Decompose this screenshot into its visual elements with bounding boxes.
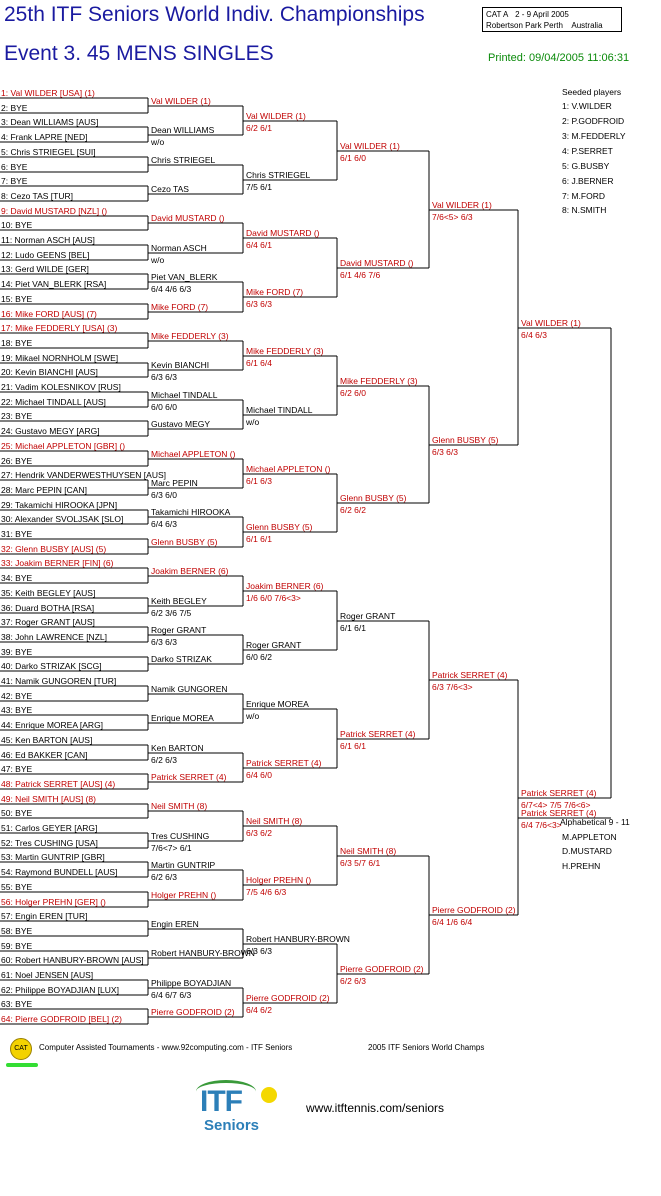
player-entry: 4: Frank LAPRE [NED] xyxy=(1,132,88,142)
player-entry: 1: Val WILDER [USA] (1) xyxy=(1,88,95,98)
player-entry: 25: Michael APPLETON [GBR] () xyxy=(1,441,126,451)
match-score: 6/4 6/7 6/3 xyxy=(151,990,192,1000)
winner-name: Michael APPLETON () xyxy=(246,464,331,474)
player-entry: 45: Ken BARTON [AUS] xyxy=(1,735,93,745)
match-score: 6/1 6/0 xyxy=(340,153,366,163)
player-entry: 32: Glenn BUSBY [AUS] (5) xyxy=(1,544,107,554)
winner-name: Patrick SERRET (4) xyxy=(432,670,508,680)
match-score: 6/3 6/3 xyxy=(246,946,272,956)
player-entry: 42: BYE xyxy=(1,691,33,701)
match-score: 6/1 6/4 xyxy=(246,358,272,368)
match-score: 6/2 6/2 xyxy=(340,505,366,515)
player-entry: 59: BYE xyxy=(1,941,33,951)
winner-name: Roger GRANT xyxy=(340,611,396,621)
dates: 2 - 9 April 2005 xyxy=(515,10,569,19)
player-entry: 49: Neil SMITH [AUS] (8) xyxy=(1,794,96,804)
seed-5: 5: G.BUSBY xyxy=(562,161,610,171)
player-entry: 52: Tres CUSHING [USA] xyxy=(1,838,98,848)
player-entry: 31: BYE xyxy=(1,529,33,539)
player-entry: 5: Chris STRIEGEL [SUI] xyxy=(1,147,96,157)
winner-name: Keith BEGLEY xyxy=(151,596,207,606)
match-score: w/o xyxy=(151,137,165,147)
winner-name: Philippe BOYADJIAN xyxy=(151,978,232,988)
player-entry: 41: Namik GUNGOREN [TUR] xyxy=(1,676,117,686)
winner-name: Namik GUNGOREN xyxy=(151,684,228,694)
player-entry: 10: BYE xyxy=(1,220,33,230)
match-score: 1/6 6/0 7/6<3> xyxy=(246,593,301,603)
player-entry: 43: BYE xyxy=(1,705,33,715)
winner-name: Pierre GODFROID (2) xyxy=(151,1007,235,1017)
match-score: 6/1 6/1 xyxy=(246,534,272,544)
winner-name: Chris STRIEGEL xyxy=(246,170,311,180)
itf-logo-sub: Seniors xyxy=(204,1117,260,1134)
player-entry: 54: Raymond BUNDELL [AUS] xyxy=(1,867,118,877)
player-entry: 63: BYE xyxy=(1,999,33,1009)
tennis-ball-icon xyxy=(261,1087,277,1103)
printed-timestamp: Printed: 09/04/2005 11:06:31 xyxy=(488,52,630,64)
winner-name: Pierre GODFROID (2) xyxy=(432,905,516,915)
player-entry: 17: Mike FEDDERLY [USA] (3) xyxy=(1,323,118,333)
match-score: 6/4 6/2 xyxy=(246,1005,272,1015)
player-entry: 20: Kevin BIANCHI [AUS] xyxy=(1,367,98,377)
match-score: 6/3 6/3 xyxy=(151,372,177,382)
player-entry: 57: Engin EREN [TUR] xyxy=(1,911,88,921)
player-entry: 40: Darko STRIZAK [SCG] xyxy=(1,661,102,671)
winner-name: Engin EREN xyxy=(151,919,199,929)
winner-name: Mike FORD (7) xyxy=(151,302,209,312)
player-entry: 30: Alexander SVOLJSAK [SLO] xyxy=(1,514,124,524)
match-score: 6/3 6/3 xyxy=(151,637,177,647)
winner-name: Gustavo MEGY xyxy=(151,419,211,429)
match-score: 6/1 4/6 7/6 xyxy=(340,270,381,280)
final-score: 6/4 7/6<3> xyxy=(521,820,562,830)
match-score: 6/1 6/1 xyxy=(340,741,366,751)
player-entry: 22: Michael TINDALL [AUS] xyxy=(1,397,106,407)
winner-name: Mike FORD (7) xyxy=(246,287,304,297)
match-score: 7/6<5> 6/3 xyxy=(432,212,473,222)
winner-name: Neil SMITH (8) xyxy=(246,816,303,826)
match-score: 6/0 6/2 xyxy=(246,652,272,662)
player-entry: 50: BYE xyxy=(1,808,33,818)
country: Australia xyxy=(571,21,603,30)
winner-name: Pierre GODFROID (2) xyxy=(340,964,424,974)
player-entry: 55: BYE xyxy=(1,882,33,892)
player-entry: 2: BYE xyxy=(1,103,28,113)
match-score: 7/5 6/1 xyxy=(246,182,272,192)
seed-3: 3: M.FEDDERLY xyxy=(562,131,626,141)
winner-name: Ken BARTON xyxy=(151,743,204,753)
winner-name: Patrick SERRET (4) xyxy=(246,758,322,768)
winner-name: Patrick SERRET (4) xyxy=(151,772,227,782)
player-entry: 14: Piet VAN_BLERK [RSA] xyxy=(1,279,107,289)
match-score: 6/0 6/0 xyxy=(151,402,177,412)
cat-credit: Computer Assisted Tournaments - www.92computing.com - ITF Seniors xyxy=(39,1043,293,1052)
player-entry: 18: BYE xyxy=(1,338,33,348)
player-entry: 64: Pierre GODFROID [BEL] (2) xyxy=(1,1014,122,1024)
player-entry: 15: BYE xyxy=(1,294,33,304)
match-score: 6/4 4/6 6/3 xyxy=(151,284,192,294)
player-entry: 27: Hendrik VANDERWESTHUYSEN [AUS] xyxy=(1,470,167,480)
winner-name: Marc PEPIN xyxy=(151,478,198,488)
player-entry: 46: Ed BAKKER [CAN] xyxy=(1,750,88,760)
match-score: 6/3 5/7 6/1 xyxy=(340,858,381,868)
winner-name: Dean WILLIAMS xyxy=(151,125,215,135)
player-entry: 21: Vadim KOLESNIKOV [RUS] xyxy=(1,382,121,392)
winner-name: Tres CUSHING xyxy=(151,831,210,841)
match-score: 6/3 7/6<3> xyxy=(432,682,473,692)
player-entry: 8: Cezo TAS [TUR] xyxy=(1,191,73,201)
player-entry: 51: Carlos GEYER [ARG] xyxy=(1,823,98,833)
match-score: 6/2 3/6 7/5 xyxy=(151,608,192,618)
winner-name: Joakim BERNER (6) xyxy=(151,566,229,576)
seeded-title: Seeded players xyxy=(562,87,622,97)
match-score: w/o xyxy=(246,711,260,721)
match-score: 6/3 6/0 xyxy=(151,490,177,500)
champion-name: Patrick SERRET (4) xyxy=(521,808,597,818)
winner-name: Glenn BUSBY (5) xyxy=(151,537,218,547)
winner-name: Takamichi HIROOKA xyxy=(151,507,231,517)
winner-name: Michael TINDALL xyxy=(151,390,218,400)
match-score: 6/4 1/6 6/4 xyxy=(432,917,473,927)
player-entry: 3: Dean WILLIAMS [AUS] xyxy=(1,117,99,127)
itf-logo: ITF xyxy=(200,1085,242,1118)
winner-name: Pierre GODFROID (2) xyxy=(246,993,330,1003)
player-entry: 19: Mikael NORNHOLM [SWE] xyxy=(1,353,119,363)
match-score: 6/2 6/3 xyxy=(151,872,177,882)
player-entry: 58: BYE xyxy=(1,926,33,936)
alphabetical-1: M.APPLETON xyxy=(562,832,617,842)
winner-name: Neil SMITH (8) xyxy=(340,846,397,856)
winner-name: Mike FEDDERLY (3) xyxy=(246,346,324,356)
player-entry: 6: BYE xyxy=(1,162,28,172)
winner-name: Roger GRANT xyxy=(246,640,302,650)
winner-name: Michael APPLETON () xyxy=(151,449,236,459)
player-entry: 12: Ludo GEENS [BEL] xyxy=(1,250,90,260)
winner-name: Joakim BERNER (6) xyxy=(246,581,324,591)
player-entry: 48: Patrick SERRET [AUS] (4) xyxy=(1,779,116,789)
player-entry: 53: Martin GUNTRIP [GBR] xyxy=(1,852,105,862)
match-score: 7/6<7> 6/1 xyxy=(151,843,192,853)
event-title: Event 3. 45 MENS SINGLES xyxy=(4,42,274,65)
winner-name: Mike FEDDERLY (3) xyxy=(340,376,418,386)
winner-name: Chris STRIEGEL xyxy=(151,155,216,165)
player-entry: 37: Roger GRANT [AUS] xyxy=(1,617,95,627)
winner-name: Glenn BUSBY (5) xyxy=(340,493,407,503)
winner-name: Michael TINDALL xyxy=(246,405,313,415)
match-score: 6/2 6/1 xyxy=(246,123,272,133)
winner-name: Norman ASCH xyxy=(151,243,207,253)
player-entry: 60: Robert HANBURY-BROWN [AUS] xyxy=(1,955,144,965)
player-entry: 61: Noel JENSEN [AUS] xyxy=(1,970,94,980)
winner-name: David MUSTARD () xyxy=(246,228,320,238)
winner-name: Val WILDER (1) xyxy=(246,111,306,121)
winner-name: Holger PREHN () xyxy=(151,890,217,900)
winner-name: Val WILDER (1) xyxy=(151,96,211,106)
winner-name: Neil SMITH (8) xyxy=(151,801,208,811)
player-entry: 23: BYE xyxy=(1,411,33,421)
winner-name: Cezo TAS xyxy=(151,184,189,194)
venue: Robertson Park Perth xyxy=(486,21,563,30)
player-entry: 26: BYE xyxy=(1,456,33,466)
player-entry: 44: Enrique MOREA [ARG] xyxy=(1,720,104,730)
match-score: 7/5 4/6 6/3 xyxy=(246,887,287,897)
winner-name: Val WILDER (1) xyxy=(521,318,581,328)
itf-url: www.itftennis.com/seniors xyxy=(306,1101,445,1115)
match-score: 6/4 6/1 xyxy=(246,240,272,250)
champs-credit: 2005 ITF Seniors World Champs xyxy=(368,1043,485,1052)
player-entry: 56: Holger PREHN [GER] () xyxy=(1,897,106,907)
category: CAT A xyxy=(486,10,509,19)
match-score: w/o xyxy=(151,255,165,265)
seed-7: 7: M.FORD xyxy=(562,191,605,201)
seed-2: 2: P.GODFROID xyxy=(562,116,625,126)
alphabetical-3: H.PREHN xyxy=(562,861,601,871)
winner-name: Enrique MOREA xyxy=(151,713,214,723)
player-entry: 28: Marc PEPIN [CAN] xyxy=(1,485,87,495)
winner-name: Robert HANBURY-BROWN xyxy=(246,934,350,944)
winner-name: Martin GUNTRIP xyxy=(151,860,216,870)
player-entry: 34: BYE xyxy=(1,573,33,583)
seed-6: 6: J.BERNER xyxy=(562,176,614,186)
match-score: 6/4 6/3 xyxy=(521,330,547,340)
player-entry: 16: Mike FORD [AUS] (7) xyxy=(1,309,97,319)
player-entry: 36: Duard BOTHA [RSA] xyxy=(1,603,95,613)
seed-4: 4: P.SERRET xyxy=(562,146,613,156)
winner-name: Patrick SERRET (4) xyxy=(340,729,416,739)
match-score: 6/1 6/1 xyxy=(340,623,366,633)
seed-1: 1: V.WILDER xyxy=(562,101,612,111)
player-entry: 29: Takamichi HIROOKA [JPN] xyxy=(1,500,118,510)
winner-name: Val WILDER (1) xyxy=(432,200,492,210)
winner-name: Enrique MOREA xyxy=(246,699,309,709)
winner-name: Glenn BUSBY (5) xyxy=(246,522,313,532)
winner-name: David MUSTARD () xyxy=(151,213,225,223)
winner-name: Glenn BUSBY (5) xyxy=(432,435,499,445)
match-score: 6/1 6/3 xyxy=(246,476,272,486)
match-score: 6/7<4> 7/5 7/6<6> xyxy=(521,800,591,810)
match-score: 6/3 6/3 xyxy=(246,299,272,309)
player-entry: 9: David MUSTARD [NZL] () xyxy=(1,206,108,216)
winner-name: Piet VAN_BLERK xyxy=(151,272,218,282)
alphabetical-title: Alphabetical 9 - 11 xyxy=(560,817,630,827)
match-score: 6/4 6/0 xyxy=(246,770,272,780)
match-score: 6/4 6/3 xyxy=(151,519,177,529)
alphabetical-2: D.MUSTARD xyxy=(562,846,612,856)
winner-name: Val WILDER (1) xyxy=(340,141,400,151)
winner-name: Darko STRIZAK xyxy=(151,654,212,664)
player-entry: 7: BYE xyxy=(1,176,28,186)
tournament-title: 25th ITF Seniors World Indiv. Championships xyxy=(4,3,425,26)
winner-name: Kevin BIANCHI xyxy=(151,360,210,370)
player-entry: 13: Gerd WILDE [GER] xyxy=(1,264,89,274)
seed-8: 8: N.SMITH xyxy=(562,205,607,215)
winner-name: Roger GRANT xyxy=(151,625,207,635)
winner-name: Holger PREHN () xyxy=(246,875,312,885)
match-score: 6/2 6/0 xyxy=(340,388,366,398)
winner-name: Patrick SERRET (4) xyxy=(521,788,597,798)
winner-name: Robert HANBURY-BROWN xyxy=(151,948,255,958)
match-score: 6/3 6/3 xyxy=(432,447,458,457)
player-entry: 47: BYE xyxy=(1,764,33,774)
player-entry: 39: BYE xyxy=(1,647,33,657)
player-entry: 35: Keith BEGLEY [AUS] xyxy=(1,588,96,598)
match-score: 6/3 6/2 xyxy=(246,828,272,838)
cat-logo: CAT xyxy=(10,1038,32,1060)
winner-name: Mike FEDDERLY (3) xyxy=(151,331,229,341)
player-entry: 11: Norman ASCH [AUS] xyxy=(1,235,95,245)
player-entry: 38: John LAWRENCE [NZL] xyxy=(1,632,107,642)
match-score: 6/2 6/3 xyxy=(340,976,366,986)
match-score: 6/2 6/3 xyxy=(151,755,177,765)
cat-logo-bar xyxy=(6,1063,38,1067)
winner-name: David MUSTARD () xyxy=(340,258,414,268)
player-entry: 62: Philippe BOYADJIAN [LUX] xyxy=(1,985,119,995)
player-entry: 24: Gustavo MEGY [ARG] xyxy=(1,426,100,436)
match-score: w/o xyxy=(246,417,260,427)
player-entry: 33: Joakim BERNER [FIN] (6) xyxy=(1,558,114,568)
